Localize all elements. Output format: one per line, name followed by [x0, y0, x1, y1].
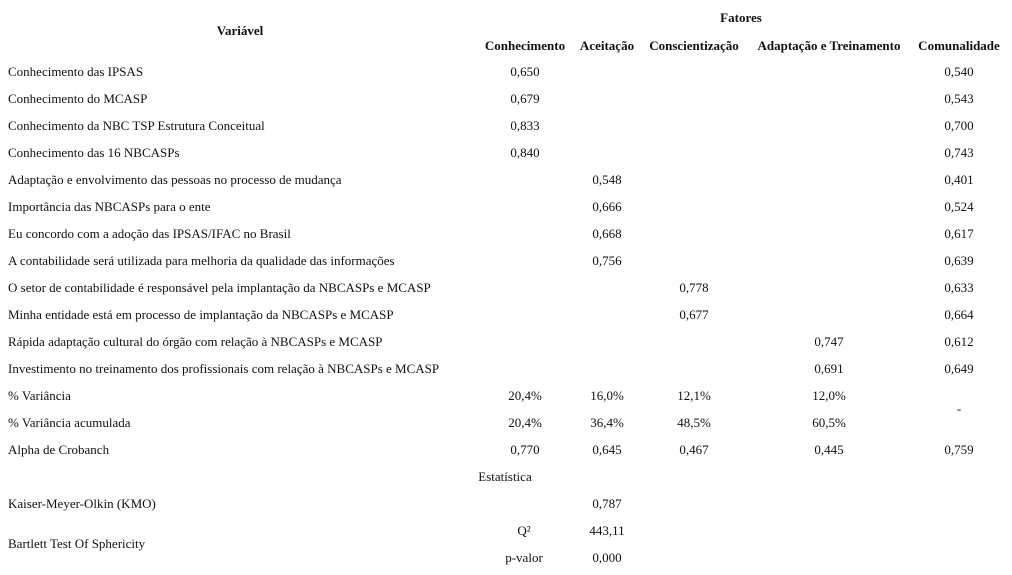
summary-label-cumulative-variance: % Variância acumulada: [8, 415, 131, 430]
summary-cell: 20,4%: [508, 415, 542, 430]
q2-label: Q²: [517, 523, 531, 538]
kmo-value: 0,787: [592, 496, 622, 511]
cell-comunalidade: 0,633: [944, 280, 974, 295]
variance-comunalidade-dash: -: [956, 401, 962, 416]
cell-comunalidade: 0,540: [944, 64, 974, 79]
col-header-aceitacao: Aceitação: [579, 38, 635, 53]
cell-conhecimento: 0,650: [510, 64, 540, 79]
col-header-adaptacao-treinamento: Adaptação e Treinamento: [757, 38, 901, 53]
col-header-comunalidade: Comunalidade: [918, 38, 1000, 53]
summary-label-alpha: Alpha de Crobanch: [8, 442, 110, 457]
cell-conhecimento: 0,833: [510, 118, 540, 133]
factors-header: Fatores: [720, 10, 762, 25]
summary-cell: 0,759: [944, 442, 974, 457]
row-label: Minha entidade está em processo de implantação da NBCASPs e MCASP: [8, 307, 394, 322]
cell-aceitacao: 0,668: [592, 226, 622, 241]
summary-cell: 20,4%: [508, 388, 542, 403]
cell-comunalidade: 0,543: [944, 91, 974, 106]
row-label: Adaptação e envolvimento das pessoas no processo de mudança: [8, 172, 342, 187]
cell-comunalidade: 0,743: [944, 145, 974, 160]
summary-label-variance: % Variância: [8, 388, 71, 403]
cell-comunalidade: 0,664: [944, 307, 974, 322]
row-label: Conhecimento da NBC TSP Estrutura Conceitual: [8, 118, 265, 133]
summary-cell: 0,467: [679, 442, 709, 457]
cell-aceitacao: 0,666: [592, 199, 622, 214]
cell-comunalidade: 0,617: [944, 226, 974, 241]
variable-header: Variável: [216, 23, 264, 38]
row-label: A contabilidade será utilizada para melhoria da qualidade das informações: [8, 253, 395, 268]
summary-cell: 48,5%: [677, 415, 711, 430]
p-value: 0,000: [592, 550, 622, 565]
cell-comunalidade: 0,700: [944, 118, 974, 133]
cell-aceitacao: 0,548: [592, 172, 622, 187]
cell-comunalidade: 0,649: [944, 361, 974, 376]
row-label: Conhecimento das 16 NBCASPs: [8, 145, 180, 160]
cell-comunalidade: 0,612: [944, 334, 974, 349]
summary-cell: 0,645: [592, 442, 622, 457]
summary-cell: 0,445: [814, 442, 844, 457]
summary-cell: 16,0%: [590, 388, 624, 403]
row-label: Importância das NBCASPs para o ente: [8, 199, 211, 214]
summary-cell: 12,1%: [677, 388, 711, 403]
col-header-conscientizacao: Conscientização: [649, 38, 739, 53]
row-label: Conhecimento das IPSAS: [8, 64, 144, 79]
cell-conscientizacao: 0,677: [679, 307, 709, 322]
cell-conhecimento: 0,840: [510, 145, 540, 160]
cell-conscientizacao: 0,778: [679, 280, 709, 295]
kmo-label: Kaiser-Meyer-Olkin (KMO): [8, 496, 156, 511]
cell-comunalidade: 0,524: [944, 199, 974, 214]
cell-comunalidade: 0,639: [944, 253, 974, 268]
col-header-conhecimento: Conhecimento: [484, 38, 566, 53]
cell-aceitacao: 0,756: [592, 253, 622, 268]
p-value-label: p-valor: [505, 550, 543, 565]
row-label: O setor de contabilidade é responsável pela implantação da NBCASPs e MCASP: [8, 280, 431, 295]
row-label: Rápida adaptação cultural do órgão com relação à NBCASPs e MCASP: [8, 334, 383, 349]
cell-conhecimento: 0,679: [510, 91, 540, 106]
bartlett-label: Bartlett Test Of Sphericity: [8, 536, 146, 551]
q2-value: 443,11: [589, 523, 625, 538]
cell-adaptacao-treinamento: 0,691: [814, 361, 844, 376]
row-label: Conhecimento do MCASP: [8, 91, 148, 106]
summary-cell: 0,770: [510, 442, 540, 457]
summary-cell: 36,4%: [590, 415, 624, 430]
row-label: Eu concordo com a adoção das IPSAS/IFAC no Brasil: [8, 226, 291, 241]
summary-cell: 60,5%: [812, 415, 846, 430]
cell-adaptacao-treinamento: 0,747: [814, 334, 844, 349]
summary-cell: 12,0%: [812, 388, 846, 403]
stats-header: Estatística: [478, 469, 532, 484]
row-label: Investimento no treinamento dos profissionais com relação à NBCASPs e MCASP: [8, 361, 440, 376]
cell-comunalidade: 0,401: [944, 172, 974, 187]
